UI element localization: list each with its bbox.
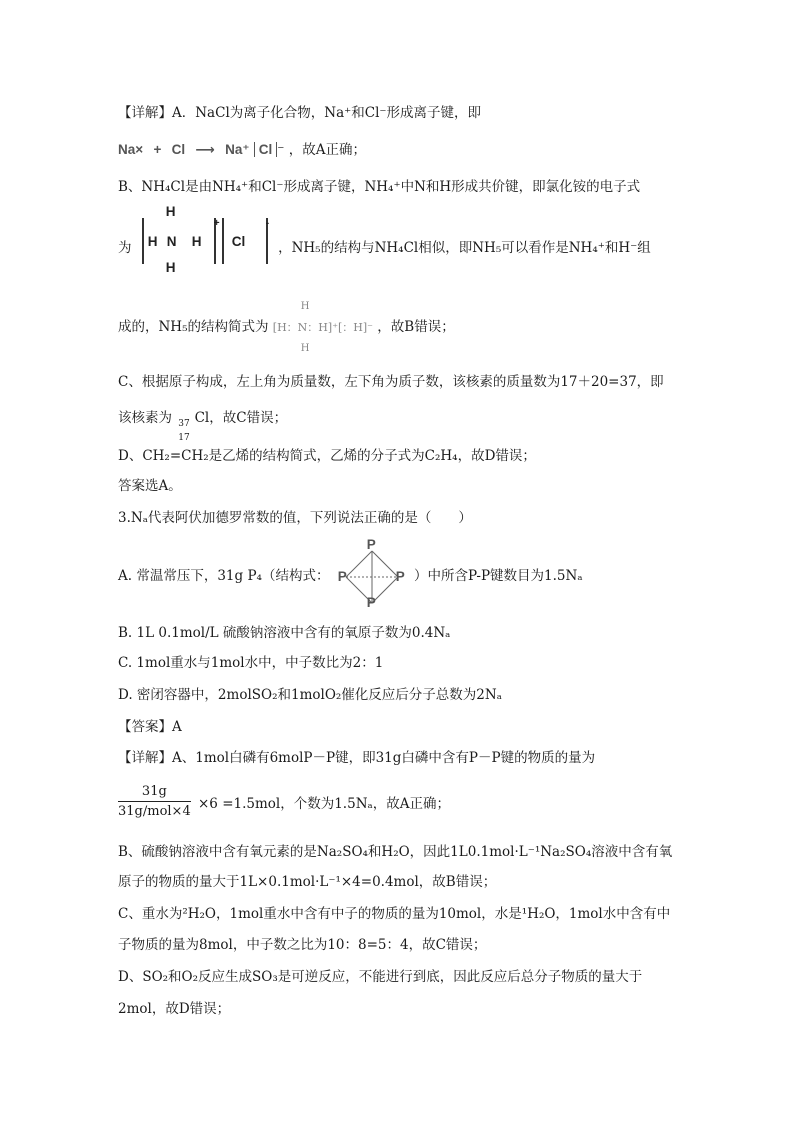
mass-number: 37 [178,419,190,429]
p-top: P [366,536,376,552]
q3-detail-d2: 2mol，故D错误； [118,1001,231,1017]
h-top: H [165,204,176,219]
h-right: H [191,234,202,249]
answer-select: 答案选A。 [118,478,182,494]
q3-detail-a [118,748,595,768]
nacl-formation-line [118,140,366,160]
cl-center: Cl [231,234,246,249]
conclusion-b: ，故B错误； [377,319,455,335]
nh5-main: [H：N：H]⁺[：H]⁻ [272,321,373,334]
q3-detail-d1: D、SO₂和O₂反应生成SO₃是可逆反应，不能进行到底，因此反应后总分子物质的量大于 [118,969,643,985]
charge-minus-2: - [265,218,270,229]
nh5-text: ，NH₅的结构与NH₄Cl相似，即NH₅可以看作是NH₄⁺和H⁻组 [278,240,651,256]
option-d: D. 密闭容器中，2molSO₂和1molO₂催化反应后分子总数为2Nₐ [118,687,502,703]
answer-value: A [172,719,182,735]
conclusion-c: ，故C错误； [209,410,288,426]
atomic-number: 17 [178,433,190,443]
q3-detail-tag: 【详解】 [118,750,172,766]
option-c: C. 1mol重水与1mol水中，中子数比为2：1 [118,655,384,671]
q3-detail-c2: 子物质的量为8mol，中子数之比为10：8=5：4，故C错误； [118,937,487,953]
nh5-structure-line [118,301,455,354]
p4-structure [334,536,410,610]
option-a-post: ）中所含P-P键数目为1.5Nₐ [414,568,583,584]
fraction-denominator: 31g/mol×4 [118,804,191,819]
q3-detail-a-text: A、1mol白磷有6molP－P键，即31g白磷中含有P－P键的物质的量为 [172,750,596,766]
detail-line-c: C、根据原子构成，左上角为质量数，左下角为质子数，该核素的质量数为17＋20=37，即 [118,374,664,390]
detail-line-b: B、NH₄Cl是由NH₄⁺和Cl⁻形成离子键，NH₄⁺中N和H形成共价键，即氯化铵的电子式 [118,179,641,195]
p-right: P [395,568,405,584]
detail-text: A．NaCl为离子化合物，Na⁺和Cl⁻形成离子键，即 [172,105,482,121]
nh5-prefix: 成的，NH₅的结构简式为 [118,319,269,335]
conclusion-a: ，故A正确； [288,142,366,158]
p-left: P [337,568,347,584]
option-a-pre: A. 常温常压下，31g P₄（结构式： [118,568,330,584]
question-3-stem: 3.Nₐ代表阿伏加德罗常数的值，下列说法正确的是（ ） [118,510,472,526]
fraction [118,784,191,819]
na-symbol: Na× [118,142,144,157]
plus-sign: + [153,142,162,157]
prefix-wei: 为 [118,240,132,256]
h-bottom: H [165,260,176,275]
n-center: N [166,234,177,249]
detail-line-d: D、CH₂=CH₂是乙烯的结构简式，乙烯的分子式为C₂H₄，故D错误； [118,448,536,464]
cl-ion: Cl [254,142,278,157]
nuclide-prefix: 该核素为 [118,410,172,426]
fraction-result: ×6 =1.5mol，个数为1.5Nₐ，故A正确； [198,796,450,812]
option-b: B. 1L 0.1mol/L 硫酸钠溶液中含有的氧原子数为0.4Nₐ [118,625,451,641]
nh4cl-structure-line [118,204,651,275]
nh5-top-h: H [300,301,310,312]
nh5-bottom-h: H [300,343,310,354]
fraction-numerator: 31g [118,784,191,802]
charge-plus: + [213,218,220,229]
cl-symbol: Cl [171,142,186,157]
q3-detail-c1: C、重水为²H₂O，1mol重水中含有中子的物质的量为10mol，水是¹H₂O，1mol水中含有中 [118,906,671,922]
arrow-icon: ⟶ [195,142,215,157]
nh4cl-electron-formula [136,204,274,275]
na-ion: Na⁺ [225,142,250,157]
detail-line-a [118,103,481,123]
p-bottom: P [366,594,376,610]
option-a [118,536,583,610]
answer-line [118,717,182,737]
q3-detail-b1: B、硫酸钠溶液中含有氧元素的是Na₂SO₄和H₂O，因此1L0.1mol·L⁻¹Na₂SO₄溶液中含有氧 [118,844,673,860]
nuclide-line [118,408,288,443]
nh5-formula [272,301,373,354]
detail-tag: 【详解】 [118,105,172,121]
charge-minus: ⁻ [277,142,285,157]
h-left: H [147,234,158,249]
element-symbol: Cl [194,410,210,426]
q3-detail-b2: 原子的物质的量大于1L×0.1mol·L⁻¹×4=0.4mol，故B错误； [118,874,497,890]
answer-tag: 【答案】 [118,719,172,735]
